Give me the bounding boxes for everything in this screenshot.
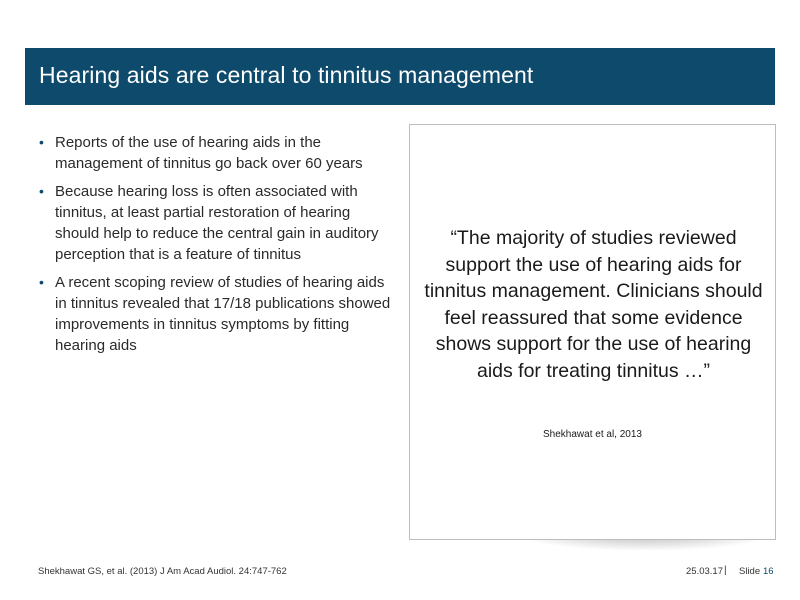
bullet-text: A recent scoping review of studies of hearing aids in tinnitus revealed that 17/18 publications showed improvements in tinnitus symptoms by fitting hearing aids	[55, 274, 391, 354]
footer-slide-label: Slide	[739, 566, 761, 577]
bullet-text: Because hearing loss is often associated with tinnitus, at least partial restoration of hearing should help to reduce the central gain in auditory perception that is a feature of tinnitus	[55, 183, 379, 263]
bullet-dot-icon: •	[39, 274, 44, 290]
quote-text: “The majority of studies reviewed support the use of hearing aids for tinnitus management. Clinicians should feel reassured that some evidence shows support for the use of hearing aids for treating tinnitus …”	[424, 227, 763, 382]
footer-date: 25.03.17	[686, 566, 723, 577]
bullet-list	[38, 132, 396, 363]
quote-source: Shekhawat et al, 2013	[543, 429, 642, 440]
bullet-dot-icon: •	[39, 134, 44, 150]
bullet-item	[38, 181, 396, 265]
bullet-text: Reports of the use of hearing aids in the management of tinnitus go back over 60 years	[55, 134, 363, 172]
footer-reference: Shekhawat GS, et al. (2013) J Am Acad Audiol. 24:747-762	[38, 566, 287, 577]
footer-separator: |	[724, 565, 727, 576]
footer-slide-number: 16	[763, 566, 774, 577]
bullet-dot-icon: •	[39, 183, 44, 199]
title-bar	[25, 48, 775, 105]
quote-box	[409, 124, 776, 540]
bullet-item	[38, 132, 396, 174]
bullet-item	[38, 272, 396, 356]
slide-title: Hearing aids are central to tinnitus management	[39, 62, 534, 88]
